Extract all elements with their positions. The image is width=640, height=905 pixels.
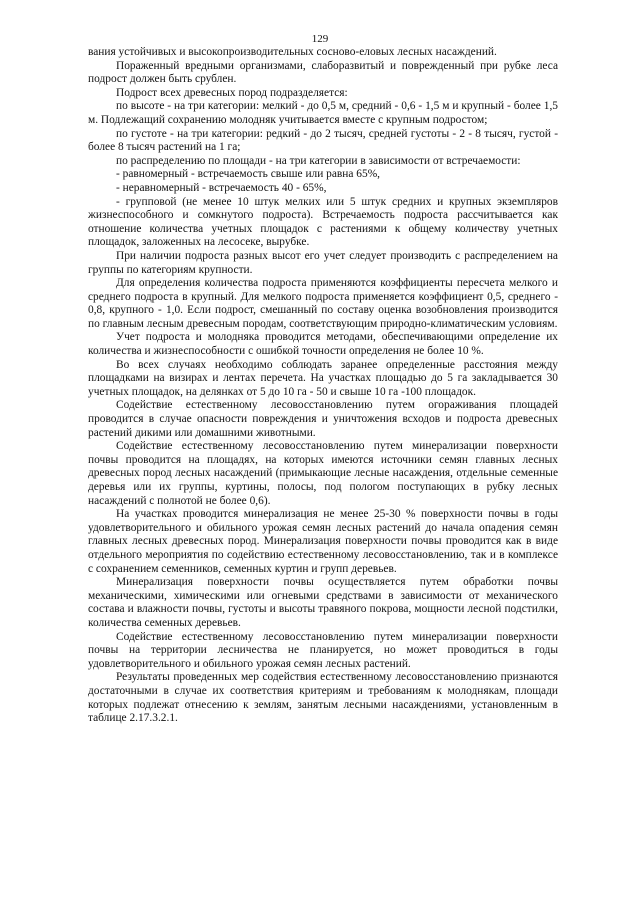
document-body <box>88 46 558 726</box>
paragraph: На участках проводится минерализация не менее 25-30 % поверхности почвы в годы удовлетворительного и обильного урожая семян лесных растений до начала опадения семян главных лесных древесных пород. Минерализация поверхности почвы проводится как в виде отдельного мероприятия по содействию естественному лесовосстановлению, так и в комплексе с сохранением семенников, семенных куртин и групп деревьев. <box>88 508 558 575</box>
paragraph: Подрост всех древесных пород подразделяется: <box>116 86 348 99</box>
list-item: - групповой (не менее 10 штук мелких или 5 штук средних и крупных экземпляров жизнеспособного и сомкнутого подроста). Встречаемость подроста рассчитывается как отношение количества учетных площадок с растениями к общему количеству учетных площадок, заложенных на лесосеке, вырубке. <box>88 195 558 249</box>
paragraph: При наличии подроста разных высот его учет следует производить с распределением на группы по категориям крупности. <box>88 249 558 276</box>
paragraph: по распределению по площади - на три категории в зависимости от встречаемости: <box>116 154 521 167</box>
page-number: 129 <box>311 33 329 45</box>
paragraph: Содействие естественному лесовосстановлению путем огораживания площадей проводится в случае опасности повреждения и уничтожения всходов и подроста древесных растений дикими или домашними животными. <box>88 399 558 439</box>
paragraph: Результаты проведенных мер содействия естественному лесовосстановлению признаются достаточными в случае их соответствия критериям и требованиям к молоднякам, площади которых подлежат отнесению к землям, занятым лесными насаждениями, установленным в таблице 2.17.3.2.1. <box>88 671 558 725</box>
list-item: - равномерный - встречаемость свыше или равна 65%, <box>116 168 381 181</box>
paragraph: Для определения количества подроста применяются коэффициенты пересчета мелкого и среднего подроста в крупный. Для мелкого подроста применяется коэффициент 0,5, среднего - 0,8, крупного - 1,0. Если подрост, смешанный по составу оценка возобновления производится по главным лесным древесным породам, соответствующим природно-климатическим условиям. <box>88 277 558 330</box>
paragraph: Содействие естественному лесовосстановлению путем минерализации поверхности почвы на территории лесничества не планируется, но может проводиться в годы удовлетворительного и обильного урожая семян лесных растений. <box>88 630 558 670</box>
paragraph: по густоте - на три категории: редкий - до 2 тысяч, средней густоты - 2 - 8 тысяч, густой - более 8 тысяч растений на 1 га; <box>88 127 558 154</box>
paragraph: Учет подроста и молодняка проводится методами, обеспечивающими определение их количества и жизнеспособности с ошибкой точности определения не более 10 %. <box>88 331 558 358</box>
paragraph: вания устойчивых и высокопроизводительных сосново-еловых лесных насаждений. <box>88 46 497 58</box>
paragraph: Пораженный вредными организмами, слаборазвитый и поврежденный при рубке леса подрост должен быть срублен. <box>88 59 558 86</box>
paragraph: Минерализация поверхности почвы осуществляется путем обработки почвы механическими, химическими или огневыми средствами в зависимости от механического состава и влажности почвы, густоты и высоты травяного покрова, мощности лесной подстилки, количества семенных деревьев. <box>88 576 558 629</box>
paragraph: по высоте - на три категории: мелкий - до 0,5 м, средний - 0,6 - 1,5 м и крупный - более 1,5 м. Подлежащий сохранению молодняк учитывается вместе с крупным подростом; <box>88 100 558 126</box>
list-item: - неравномерный - встречаемость 40 - 65%, <box>116 181 327 194</box>
paragraph: Во всех случаях необходимо соблюдать заранее определенные расстояния между площадками на визирах и лентах перечета. На участках площадью до 5 га закладывается 30 учетных площадок, на делянках от 5 до 10 га - 50 и свыше 10 га -100 площадок. <box>88 358 558 398</box>
paragraph: Содействие естественному лесовосстановлению путем минерализации поверхности почвы проводится на площадях, на которых имеются источники семян главных лесных древесных пород лесных насаждений (примыкающие лесные насаждения, отдельные семенные деревья или их группы, куртины, полосы, под пологом поступающих в рубку лесных насаждений с полнотой не более 0,6). <box>88 440 558 507</box>
